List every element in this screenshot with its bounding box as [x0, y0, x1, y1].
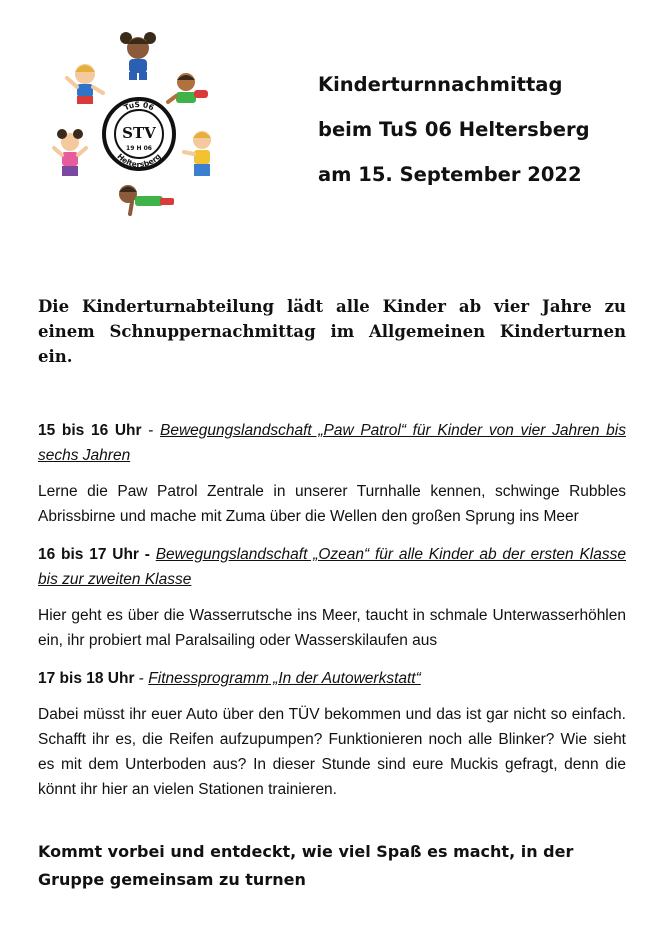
session-heading-2	[38, 542, 626, 592]
child-top-left-icon	[67, 64, 103, 104]
closing-statement: Kommt vorbei und entdeckt, wie viel Spaß es macht, in der Gruppe gemeinsam zu turnen	[38, 842, 574, 889]
logo-club-top: TuS 06	[122, 99, 156, 113]
logo-monogram: STV	[122, 124, 156, 142]
session-title: Bewegungslandschaft „Ozean“ für alle Kinder ab der ersten Klasse bis zur zweiten Klasse	[38, 546, 626, 588]
child-top-right-icon	[168, 73, 208, 103]
title-line-3: am 15. September 2022	[318, 163, 582, 186]
session-title: Fitnessprogramm „In der Autowerkstatt“	[148, 670, 421, 687]
session-heading-1	[38, 418, 626, 468]
session-description-1: Lerne die Paw Patrol Zentrale in unserer Turnhalle kennen, schwinge Rubbles Abrissbirne und mache mit Zuma über die Wellen den großen Sprung ins Meer	[38, 483, 626, 525]
session-time: 16 bis 17 Uhr	[38, 546, 139, 563]
title-line-1: Kinderturnnachmittag	[318, 73, 563, 96]
session-description-2: Hier geht es über die Wasserrutsche ins Meer, taucht in schmale Unterwasserhöhlen ein, ihr probiert mal Paralsailing oder Wasserskilaufen aus	[38, 607, 626, 649]
child-right-icon	[184, 131, 211, 176]
event-title	[318, 62, 648, 197]
child-bottom-icon	[119, 185, 174, 214]
session-separator: -	[134, 670, 149, 687]
logo-club-bottom: Heltersberg	[115, 151, 163, 170]
session-heading-3	[38, 666, 626, 691]
child-top-icon	[120, 32, 156, 80]
intro-paragraph: Die Kinderturnabteilung lädt alle Kinder ab vier Jahre zu einem Schnuppernachmittag im Allgemeinen Kinderturnen ein.	[38, 297, 626, 366]
logo-year: 19 H 06	[126, 145, 152, 152]
child-left-icon	[54, 129, 86, 176]
session-title: Bewegungslandschaft „Paw Patrol“ für Kinder von vier Jahren bis sechs Jahren	[38, 422, 626, 464]
title-line-2: beim TuS 06 Heltersberg	[318, 118, 590, 141]
session-list	[38, 418, 626, 815]
session-time: 17 bis 18 Uhr	[38, 670, 135, 687]
session-separator: -	[141, 422, 161, 439]
club-logo-illustration	[40, 30, 240, 225]
session-separator: -	[138, 546, 156, 563]
children-circle-illustration	[40, 30, 240, 225]
session-time: 15 bis 16 Uhr	[38, 422, 142, 439]
session-description-3: Dabei müsst ihr euer Auto über den TÜV bekommen und das ist gar nicht so einfach. Schafft ihr es, die Reifen aufzupumpen? Funktionieren noch alle Blinker? Wie sieht es mit dem Unterboden aus? In dieser Stunde sind eure Muckis gefragt, denn die könnt ihr hier an vielen Stationen trainieren.	[38, 706, 626, 798]
